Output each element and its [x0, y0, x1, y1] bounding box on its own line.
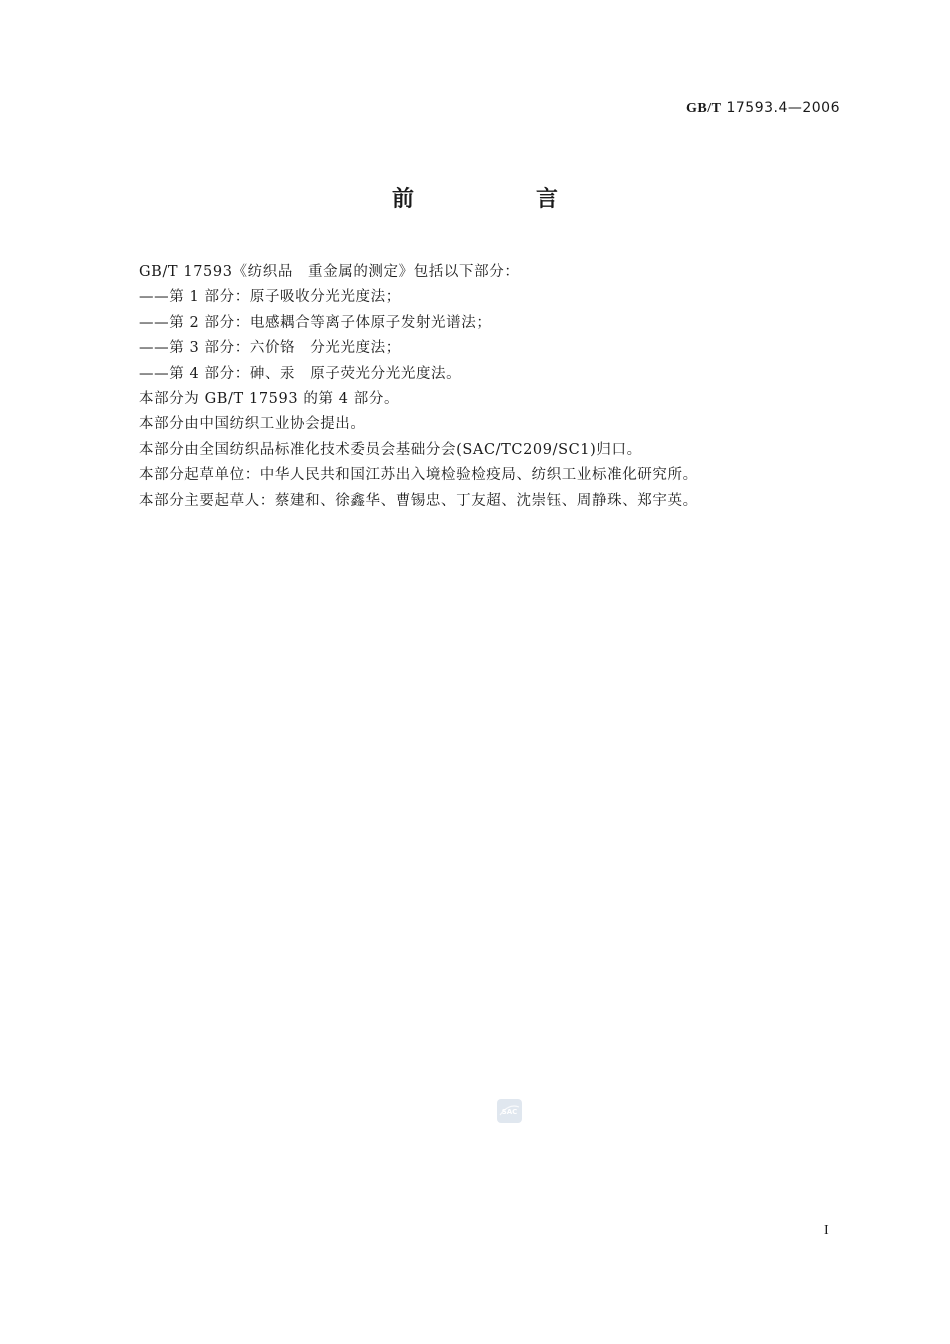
list-item-part-4: ——第 4 部分：砷、汞 原子荧光分光光度法。	[139, 365, 462, 382]
sac-logo-icon	[497, 1099, 522, 1123]
page-title: 前 言	[391, 187, 608, 212]
paragraph-centralized-by: 本部分由全国纺织品标准化技术委员会基础分会(SAC/TC209/SC1)归口。	[139, 441, 642, 458]
standard-code-header	[686, 100, 840, 117]
foreword-body	[139, 260, 849, 514]
paragraph-proposed-by: 本部分由中国纺织工业协会提出。	[139, 416, 366, 433]
sac-watermark-logo	[497, 1099, 522, 1123]
sac-logo-text: SAC	[501, 1108, 518, 1116]
paragraph-part-statement: 本部分为 GB/T 17593 的第 4 部分。	[139, 391, 400, 408]
page-number: I	[824, 1223, 829, 1238]
list-item-part-2: ——第 2 部分：电感耦合等离子体原子发射光谱法；	[139, 314, 492, 331]
paragraph-drafters: 本部分主要起草人：蔡建和、徐鑫华、曹锡忠、丁友超、沈崇钰、周静珠、郑宇英。	[139, 492, 698, 509]
standard-code-number: 17593.4—2006	[726, 100, 840, 116]
list-item-part-1: ——第 1 部分：原子吸收分光光度法；	[139, 289, 401, 306]
standard-code-prefix: GB/T	[686, 101, 722, 116]
paragraph-parts-intro: GB/T 17593《纺织品 重金属的测定》包括以下部分：	[139, 264, 520, 280]
list-item-part-3: ——第 3 部分：六价铬 分光光度法；	[139, 340, 401, 357]
paragraph-drafting-units: 本部分起草单位：中华人民共和国江苏出入境检验检疫局、纺织工业标准化研究所。	[139, 467, 698, 484]
